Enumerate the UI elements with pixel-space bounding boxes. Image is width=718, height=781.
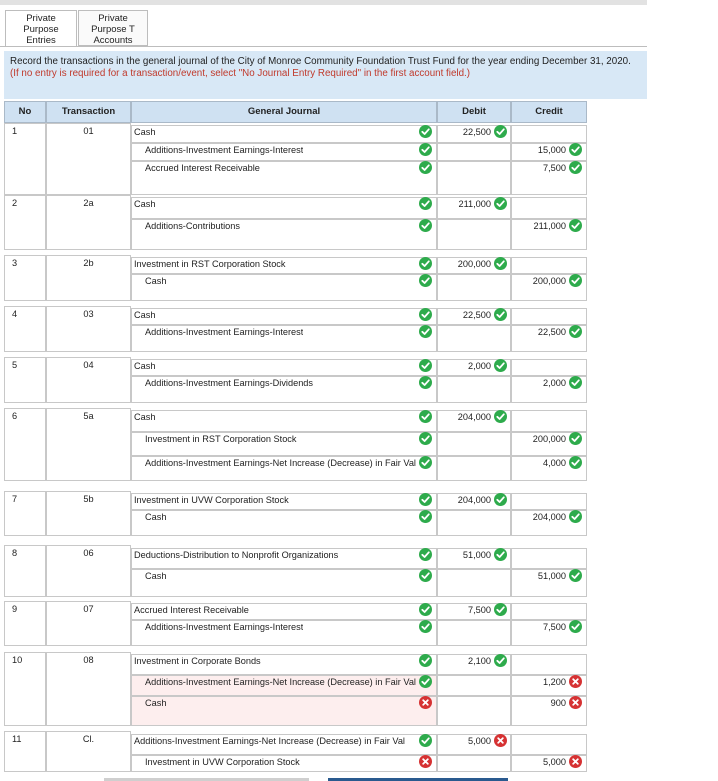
account-name: Additions-Investment Earnings-Net Increase (Decrease) in Fair Val xyxy=(145,677,416,687)
account-status-icon xyxy=(419,654,432,667)
account-status-icon xyxy=(419,675,432,688)
account-cell[interactable] xyxy=(131,308,437,325)
account-status-icon xyxy=(419,548,432,561)
transaction-label: 5b xyxy=(83,494,94,504)
debit-cell[interactable] xyxy=(437,569,511,597)
account-name: Additions-Investment Earnings-Interest xyxy=(145,327,304,337)
transaction-label: 5a xyxy=(83,411,94,421)
cell-no xyxy=(4,652,46,726)
account-status-icon xyxy=(419,569,432,582)
credit-status-icon xyxy=(569,376,582,389)
account-name: Investment in Corporate Bonds xyxy=(134,656,261,666)
account-name: Cash xyxy=(145,512,167,522)
credit-status-icon xyxy=(569,755,582,768)
account-name: Investment in RST Corporation Stock xyxy=(134,259,286,269)
debit-amount: 22,500 xyxy=(462,127,491,137)
tab-label: Accounts xyxy=(93,35,133,46)
account-status-icon xyxy=(419,410,432,423)
credit-amount: 2,000 xyxy=(543,378,566,388)
entry-number: 5 xyxy=(12,360,18,370)
transaction-label: 01 xyxy=(83,126,94,136)
credit-status-icon xyxy=(569,432,582,445)
header-credit: Credit xyxy=(511,101,587,123)
debit-amount: 51,000 xyxy=(462,550,491,560)
debit-status-icon xyxy=(494,548,507,561)
debit-amount: 2,000 xyxy=(468,361,491,371)
transaction-label: 2b xyxy=(83,258,94,268)
debit-status-icon xyxy=(494,493,507,506)
entry-number: 9 xyxy=(12,604,18,614)
credit-status-icon xyxy=(569,569,582,582)
account-name: Cash xyxy=(145,276,167,286)
instructions-text: Record the transactions in the general journal of the City of Monroe Community Foundation Trust Fund for the year ending December 31, 2020. xyxy=(10,56,631,67)
account-status-icon xyxy=(419,734,432,747)
credit-amount: 4,000 xyxy=(543,458,566,468)
debit-cell[interactable] xyxy=(437,274,511,301)
cell-no xyxy=(4,306,46,352)
debit-cell[interactable] xyxy=(437,161,511,195)
tab-label: Purpose T xyxy=(91,24,135,35)
credit-status-icon xyxy=(569,456,582,469)
entry-number: 1 xyxy=(12,126,18,136)
account-name: Additions-Investment Earnings-Interest xyxy=(145,145,304,155)
cell-no xyxy=(4,123,46,195)
entry-number: 2 xyxy=(12,198,18,208)
debit-status-icon xyxy=(494,359,507,372)
account-name: Cash xyxy=(134,199,156,209)
account-name: Cash xyxy=(134,361,156,371)
credit-cell[interactable] xyxy=(511,603,587,620)
credit-amount: 200,000 xyxy=(532,276,566,286)
debit-cell[interactable] xyxy=(437,510,511,536)
credit-status-icon xyxy=(569,620,582,633)
debit-status-icon xyxy=(494,197,507,210)
tab-label: Private xyxy=(26,13,56,24)
credit-cell[interactable] xyxy=(511,359,587,376)
instructions-note: (If no entry is required for a transaction/event, select "No Journal Entry Required" in the first account field.) xyxy=(10,68,471,79)
debit-cell[interactable] xyxy=(437,432,511,456)
debit-cell[interactable] xyxy=(437,376,511,403)
credit-amount: 200,000 xyxy=(532,434,566,444)
entry-number: 3 xyxy=(12,258,18,268)
account-name: Investment in UVW Corporation Stock xyxy=(145,757,300,767)
debit-amount: 22,500 xyxy=(462,310,491,320)
debit-cell[interactable] xyxy=(437,456,511,481)
credit-amount: 7,500 xyxy=(543,163,566,173)
transaction-label: 08 xyxy=(83,655,94,665)
debit-status-icon xyxy=(494,257,507,270)
transaction-label: 2a xyxy=(83,198,94,208)
tab-label: Entries xyxy=(26,35,56,46)
cell-no xyxy=(4,408,46,481)
account-name: Accrued Interest Receivable xyxy=(145,163,260,173)
cell-no xyxy=(4,491,46,536)
credit-amount: 7,500 xyxy=(543,622,566,632)
account-name: Additions-Contributions xyxy=(145,221,240,231)
debit-status-icon xyxy=(494,125,507,138)
credit-status-icon xyxy=(569,143,582,156)
account-status-icon xyxy=(419,125,432,138)
transaction-label: 06 xyxy=(83,548,94,558)
debit-cell[interactable] xyxy=(437,620,511,646)
credit-amount: 22,500 xyxy=(537,327,566,337)
debit-status-icon xyxy=(494,603,507,616)
account-status-icon xyxy=(419,325,432,338)
account-status-icon xyxy=(419,274,432,287)
account-name: Cash xyxy=(145,698,167,708)
account-name: Additions-Investment Earnings-Interest xyxy=(145,622,304,632)
credit-cell[interactable] xyxy=(511,654,587,675)
credit-cell[interactable] xyxy=(511,257,587,274)
cell-no xyxy=(4,731,46,772)
cell-no xyxy=(4,545,46,597)
cell-no xyxy=(4,601,46,646)
cell-no xyxy=(4,357,46,403)
tab-private-purpose-accounts[interactable] xyxy=(78,10,148,46)
account-name: Investment in RST Corporation Stock xyxy=(145,434,297,444)
account-cell[interactable] xyxy=(131,274,437,301)
account-cell[interactable] xyxy=(131,125,437,143)
entry-number: 8 xyxy=(12,548,18,558)
account-name: Deductions-Distribution to Nonprofit Organizations xyxy=(134,550,339,560)
header-no: No xyxy=(4,101,46,123)
debit-cell[interactable] xyxy=(437,696,511,726)
instructions-box xyxy=(4,51,647,99)
debit-cell[interactable] xyxy=(437,143,511,161)
account-status-icon xyxy=(419,197,432,210)
debit-cell[interactable] xyxy=(437,675,511,696)
account-cell[interactable] xyxy=(131,410,437,432)
cell-no xyxy=(4,195,46,250)
credit-status-icon xyxy=(569,219,582,232)
debit-status-icon xyxy=(494,734,507,747)
debit-status-icon xyxy=(494,654,507,667)
credit-amount: 15,000 xyxy=(537,145,566,155)
account-name: Cash xyxy=(134,310,156,320)
account-status-icon xyxy=(419,161,432,174)
debit-amount: 2,100 xyxy=(468,656,491,666)
account-status-icon xyxy=(419,696,432,709)
credit-cell[interactable] xyxy=(511,493,587,510)
account-status-icon xyxy=(419,359,432,372)
account-name: Cash xyxy=(134,127,156,137)
account-cell[interactable] xyxy=(131,197,437,219)
debit-status-icon xyxy=(494,308,507,321)
credit-amount: 5,000 xyxy=(543,757,566,767)
debit-amount: 7,500 xyxy=(468,605,491,615)
transaction-label: 07 xyxy=(83,604,94,614)
account-cell[interactable] xyxy=(131,510,437,536)
credit-amount: 1,200 xyxy=(543,677,566,687)
credit-status-icon xyxy=(569,510,582,523)
debit-amount: 200,000 xyxy=(457,259,491,269)
account-cell[interactable] xyxy=(131,359,437,376)
transaction-label: 04 xyxy=(83,360,94,370)
top-bar xyxy=(0,0,647,5)
credit-status-icon xyxy=(569,696,582,709)
debit-cell[interactable] xyxy=(437,755,511,772)
transaction-label: 03 xyxy=(83,309,94,319)
account-status-icon xyxy=(419,755,432,768)
debit-cell[interactable] xyxy=(437,219,511,250)
account-name: Additions-Investment Earnings-Net Increase (Decrease) in Fair Val xyxy=(145,458,416,468)
credit-cell[interactable] xyxy=(511,410,587,432)
header-debit: Debit xyxy=(437,101,511,123)
credit-status-icon xyxy=(569,161,582,174)
credit-amount: 900 xyxy=(550,698,566,708)
debit-amount: 5,000 xyxy=(468,736,491,746)
header-general-journal: General Journal xyxy=(131,101,437,123)
account-name: Cash xyxy=(145,571,167,581)
account-name: Cash xyxy=(134,412,156,422)
account-status-icon xyxy=(419,432,432,445)
account-name: Additions-Investment Earnings-Dividends xyxy=(145,378,314,388)
account-status-icon xyxy=(419,620,432,633)
credit-status-icon xyxy=(569,325,582,338)
debit-amount: 204,000 xyxy=(457,495,491,505)
account-status-icon xyxy=(419,603,432,616)
account-name: Additions-Investment Earnings-Net Increase (Decrease) in Fair Val xyxy=(134,736,405,746)
entry-number: 6 xyxy=(12,411,18,421)
account-name: Accrued Interest Receivable xyxy=(134,605,249,615)
account-status-icon xyxy=(419,510,432,523)
debit-cell[interactable] xyxy=(437,325,511,352)
account-status-icon xyxy=(419,257,432,270)
credit-cell[interactable] xyxy=(511,548,587,569)
tab-label: Purpose xyxy=(23,24,59,35)
credit-status-icon xyxy=(569,675,582,688)
transaction-label: Cl. xyxy=(82,734,95,744)
tab-divider xyxy=(0,46,647,47)
account-cell[interactable] xyxy=(131,696,437,726)
credit-status-icon xyxy=(569,274,582,287)
account-status-icon xyxy=(419,143,432,156)
entry-number: 11 xyxy=(12,734,22,744)
header-transaction: Transaction xyxy=(46,101,131,123)
account-name: Investment in UVW Corporation Stock xyxy=(134,495,289,505)
cell-no xyxy=(4,255,46,301)
account-status-icon xyxy=(419,493,432,506)
credit-amount: 51,000 xyxy=(537,571,566,581)
credit-cell[interactable] xyxy=(511,308,587,325)
tab-private-purpose-entries[interactable] xyxy=(5,10,77,47)
account-status-icon xyxy=(419,308,432,321)
tab-label: Private xyxy=(98,13,128,24)
entry-number: 4 xyxy=(12,309,18,319)
credit-amount: 204,000 xyxy=(532,512,566,522)
entry-number: 7 xyxy=(12,494,18,504)
debit-amount: 211,000 xyxy=(458,199,491,209)
credit-amount: 211,000 xyxy=(533,221,566,231)
account-status-icon xyxy=(419,219,432,232)
credit-cell[interactable] xyxy=(511,197,587,219)
account-status-icon xyxy=(419,456,432,469)
credit-cell[interactable] xyxy=(511,734,587,755)
account-status-icon xyxy=(419,376,432,389)
account-cell[interactable] xyxy=(131,569,437,597)
debit-amount: 204,000 xyxy=(457,412,491,422)
entry-number: 10 xyxy=(12,655,23,665)
debit-status-icon xyxy=(494,410,507,423)
credit-cell[interactable] xyxy=(511,125,587,143)
